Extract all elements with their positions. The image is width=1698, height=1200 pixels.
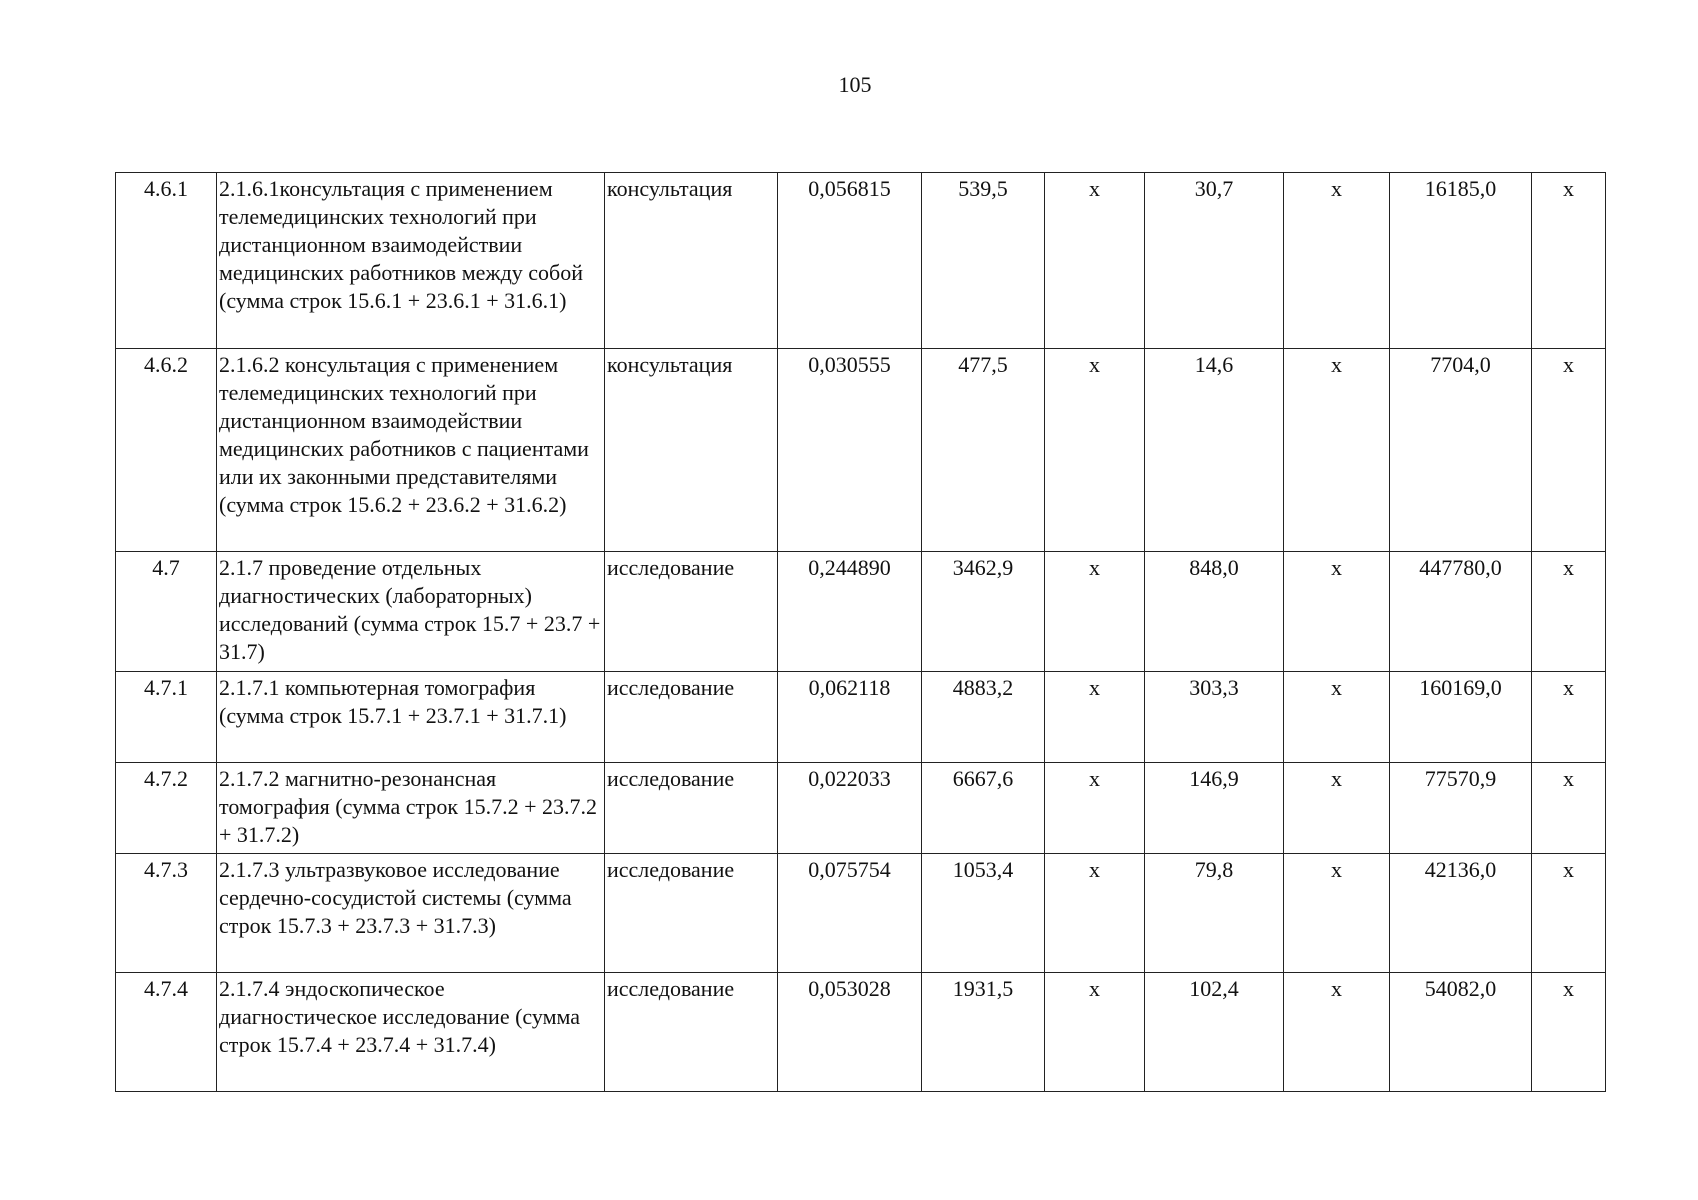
value-cell-3: х [1284,173,1390,349]
row-name-cell: 2.1.7.3 ультразвуковое исследование сердечно-сосудистой системы (сумма строк 15.7.3 + 23.7.3 + 31.7.3) [217,854,605,973]
value-cell-3: х [1284,672,1390,763]
cost-cell: 539,5 [922,173,1045,349]
value-cell-5: х [1532,672,1606,763]
cost-cell: 477,5 [922,349,1045,552]
value-cell-1: х [1045,552,1145,672]
value-cell-5: х [1532,973,1606,1092]
table-row [116,173,1606,349]
value-cell-2: 303,3 [1145,672,1284,763]
value-cell-4: 77570,9 [1390,763,1532,854]
row-number-cell: 4.7 [116,552,217,672]
value-cell-4: 42136,0 [1390,854,1532,973]
norm-cell: 0,056815 [778,173,922,349]
row-number-cell: 4.7.3 [116,854,217,973]
table-body [116,173,1606,1092]
unit-cell: консультация [605,349,778,552]
row-name-cell: 2.1.7.1 компьютерная томография (сумма строк 15.7.1 + 23.7.1 + 31.7.1) [217,672,605,763]
table-row [116,672,1606,763]
table-row [116,973,1606,1092]
value-cell-5: х [1532,552,1606,672]
value-cell-4: 447780,0 [1390,552,1532,672]
table-row [116,854,1606,973]
value-cell-3: х [1284,763,1390,854]
value-cell-3: х [1284,854,1390,973]
cost-cell: 4883,2 [922,672,1045,763]
norm-cell: 0,022033 [778,763,922,854]
norm-cell: 0,244890 [778,552,922,672]
row-name-cell: 2.1.7.2 магнитно-резонансная томография (сумма строк 15.7.2 + 23.7.2 + 31.7.2) [217,763,605,854]
unit-cell: исследование [605,854,778,973]
row-name-cell: 2.1.6.2 консультация с применением телемедицинских технологий при дистанционном взаимодействии медицинских работников с пациентами или их законными представителями (сумма строк 15.6.2 + 23.6.2 + 31.6.2) [217,349,605,552]
page-number: 105 [838,72,872,97]
unit-cell: исследование [605,973,778,1092]
value-cell-2: 848,0 [1145,552,1284,672]
table-row [116,763,1606,854]
row-number-cell: 4.6.2 [116,349,217,552]
value-cell-5: х [1532,349,1606,552]
value-cell-2: 14,6 [1145,349,1284,552]
row-number-cell: 4.6.1 [116,173,217,349]
value-cell-1: х [1045,349,1145,552]
value-cell-3: х [1284,349,1390,552]
table-row [116,552,1606,672]
row-number-cell: 4.7.2 [116,763,217,854]
row-name-cell: 2.1.7 проведение отдельных диагностических (лабораторных) исследований (сумма строк 15.7 + 23.7 + 31.7) [217,552,605,672]
unit-cell: консультация [605,173,778,349]
norm-cell: 0,075754 [778,854,922,973]
value-cell-3: х [1284,973,1390,1092]
norm-cell: 0,062118 [778,672,922,763]
cost-cell: 6667,6 [922,763,1045,854]
value-cell-4: 160169,0 [1390,672,1532,763]
value-cell-1: х [1045,173,1145,349]
value-cell-5: х [1532,173,1606,349]
value-cell-1: х [1045,763,1145,854]
table-row [116,349,1606,552]
row-number-cell: 4.7.1 [116,672,217,763]
value-cell-1: х [1045,672,1145,763]
cost-cell: 1931,5 [922,973,1045,1092]
cost-cell: 3462,9 [922,552,1045,672]
row-name-cell: 2.1.6.1консультация с применением телемедицинских технологий при дистанционном взаимодействии медицинских работников между собой (сумма строк 15.6.1 + 23.6.1 + 31.6.1) [217,173,605,349]
row-name-cell: 2.1.7.4 эндоскопическое диагностическое исследование (сумма строк 15.7.4 + 23.7.4 + 31.7.4) [217,973,605,1092]
value-cell-2: 30,7 [1145,173,1284,349]
value-cell-2: 79,8 [1145,854,1284,973]
value-cell-2: 146,9 [1145,763,1284,854]
value-cell-1: х [1045,854,1145,973]
value-cell-1: х [1045,973,1145,1092]
value-cell-3: х [1284,552,1390,672]
value-cell-5: х [1532,854,1606,973]
value-cell-4: 7704,0 [1390,349,1532,552]
norm-cell: 0,053028 [778,973,922,1092]
norm-cell: 0,030555 [778,349,922,552]
unit-cell: исследование [605,763,778,854]
value-cell-4: 16185,0 [1390,173,1532,349]
value-cell-5: х [1532,763,1606,854]
data-table [115,172,1606,1092]
row-number-cell: 4.7.4 [116,973,217,1092]
unit-cell: исследование [605,552,778,672]
value-cell-4: 54082,0 [1390,973,1532,1092]
unit-cell: исследование [605,672,778,763]
value-cell-2: 102,4 [1145,973,1284,1092]
cost-cell: 1053,4 [922,854,1045,973]
